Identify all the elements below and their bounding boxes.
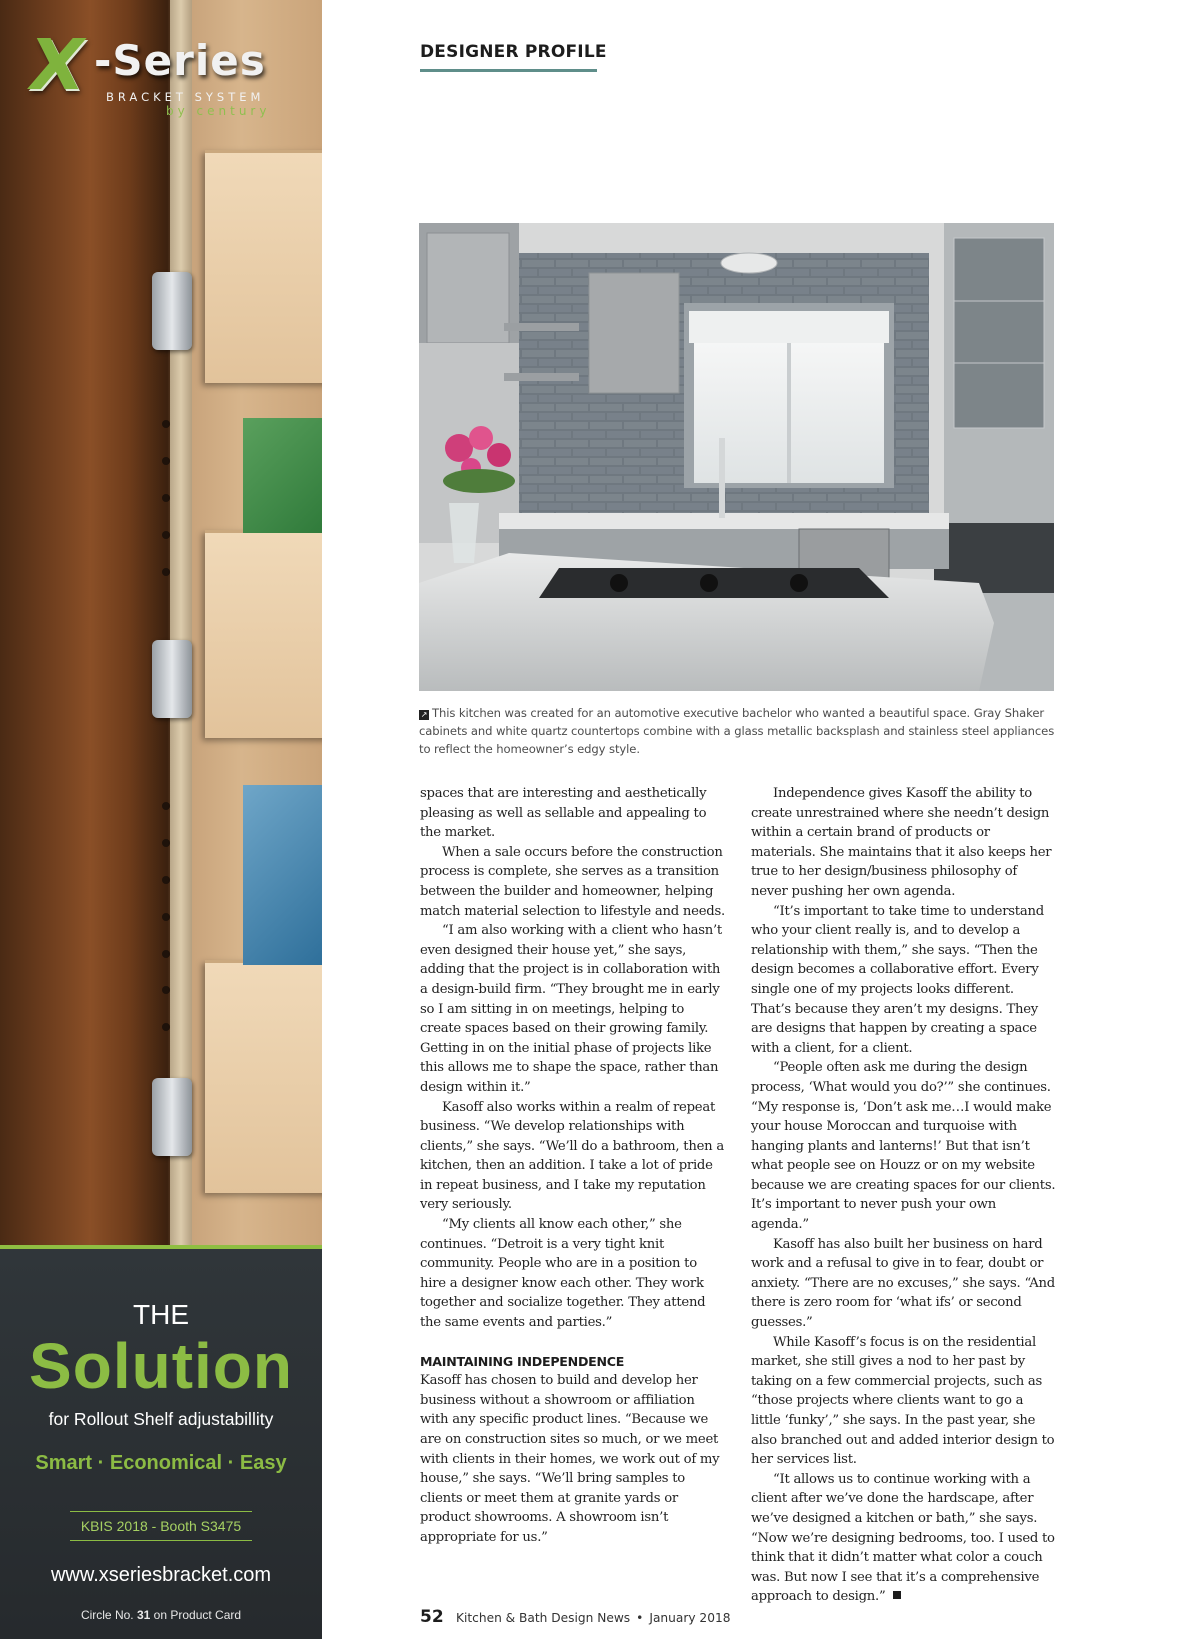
section-label: DESIGNER PROFILE bbox=[420, 42, 607, 62]
logo-series-wordmark: -Series bbox=[94, 36, 266, 85]
photo-caption-text: This kitchen was created for an automotive executive bachelor who wanted a beautiful space. Gray Shaker cabinets and white quartz countertops combine with a glass metallic backsplash and stainless steel appliances to reflect the homeowner’s edgy style. bbox=[419, 706, 1055, 756]
ad-rail-hole bbox=[162, 802, 170, 810]
article-paragraph: Independence gives Kasoff the ability to create unrestrained where she needn’t design within a certain brand of products or materials. She maintains that it also keeps her true to her design/business philosophy of never pushing her own agenda. bbox=[751, 786, 1052, 899]
ad-cabinet-rail bbox=[170, 0, 192, 1245]
ad-rail-hole bbox=[162, 950, 170, 958]
article-subhead: MAINTAINING INDEPENDENCE bbox=[420, 1353, 625, 1369]
article-paragraph: While Kasoff’s focus is on the residential market, she still gives a nod to her past by taking on a few commercial projects, such as “those projects where clients want to go a little ‘funky’,” she says. In the past year, she also branched out and added interior design to her services list. bbox=[751, 1334, 1055, 1468]
ad-green-box bbox=[243, 418, 322, 533]
photo-caption bbox=[419, 704, 1059, 758]
article-paragraph: When a sale occurs before the construction process is complete, she serves as a transition between the builder and homeowner, helping match material selection to lifestyle and needs. bbox=[420, 844, 725, 919]
ad-rail-hole bbox=[162, 1023, 170, 1031]
ad-rail-hole bbox=[162, 876, 170, 884]
end-of-article-mark bbox=[893, 1591, 901, 1599]
ad-blue-box bbox=[243, 785, 322, 965]
ad-rail-hole bbox=[162, 568, 170, 576]
x-series-logo bbox=[22, 24, 296, 120]
logo-x-mark: X bbox=[22, 24, 92, 106]
ad-drawer-photo bbox=[0, 0, 322, 1245]
ad-rail-hole bbox=[162, 457, 170, 465]
publication-name: Kitchen & Bath Design News bbox=[456, 1611, 631, 1625]
footer-separator: • bbox=[636, 1611, 644, 1625]
ad-rail-hole bbox=[162, 420, 170, 428]
ad-rail-hole bbox=[162, 839, 170, 847]
article-paragraph: Kasoff has chosen to build and develop her business without a showroom or affiliation with any specific product lines. “Because we are on construction sites so much, or we meet with clients in their homes, we work out of my house,” she says. “We’ll bring samples to clients or meet them at granite yards or product showrooms. A showroom isn’t appropriate for us.” bbox=[420, 1373, 720, 1545]
ad-rail-hole bbox=[162, 531, 170, 539]
article-paragraph: Kasoff has also built her business on hard work and a refusal to give in to fear, doubt or anxiety. “There are no excuses,” she says. “And there is zero room for ‘what ifs’ or second guesses.” bbox=[751, 1236, 1055, 1331]
ad-rail-hole bbox=[162, 913, 170, 921]
ad-drawer bbox=[205, 150, 322, 383]
issue-date: January 2018 bbox=[649, 1611, 731, 1625]
camera-marker-icon: ↗ bbox=[420, 710, 428, 719]
article-paragraph: “It’s important to take time to understand who your client really is, and to develop a relationship with them,” she says. “Then the design becomes a collaborative effort. Every single one of my projects looks different. That’s because they aren’t my designs. They are designs that happen by creating a space with a client, for a client. bbox=[751, 903, 1044, 1056]
article-paragraph: “I am also working with a client who hasn’t even designed their house yet,” she says, adding that the project is in collaboration with a design-build firm. “They brought me in early so I am sitting in on meetings, helping to create spaces based on their growing family. Getting in on the initial phase of projects like this allows me to shape the space, rather than design within it.” bbox=[420, 923, 722, 1095]
article-paragraph-final bbox=[751, 1470, 1056, 1607]
ad-headline-the: THE bbox=[133, 1299, 189, 1330]
ad-bracket bbox=[152, 1078, 192, 1156]
publication-line bbox=[456, 1611, 730, 1625]
kitchen-photo bbox=[419, 223, 1054, 691]
logo-by-century: by century bbox=[166, 104, 271, 118]
article-column-right bbox=[751, 784, 1056, 1607]
article-column-left bbox=[420, 784, 725, 1548]
ad-drawer bbox=[205, 960, 322, 1193]
page-number: 52 bbox=[420, 1607, 444, 1627]
article-final-text: “It allows us to continue working with a client after we’ve done the hardscape, after we’ve designed a kitchen or bath,” she says. “Now we’re designing bedrooms, too. I used to think that it didn’t matter what color a couch was. But now I see that it’s a comprehensive approach to design.” bbox=[751, 1471, 1055, 1605]
ad-website-link[interactable]: www.xseriesbracket.com bbox=[50, 1564, 272, 1586]
article-paragraph: Kasoff also works within a realm of repeat business. “We develop relationships with clients,” she says. “We’ll do a bathroom, then a kitchen, then an addition. I take a lot of pride in repeat business, and I take my reputation very seriously. bbox=[420, 1099, 724, 1213]
ad-message-panel bbox=[0, 1249, 322, 1639]
ad-circle-suffix: on Product Card bbox=[153, 1608, 242, 1622]
ad-circle-prefix: Circle No. bbox=[80, 1608, 134, 1622]
ad-headline-solution: Solution bbox=[29, 1330, 293, 1402]
article-paragraph: spaces that are interesting and aesthetically pleasing as well as sellable and appealing to the market. bbox=[420, 786, 707, 841]
ad-drawer bbox=[205, 530, 322, 738]
article-paragraph: “People often ask me during the design process, ‘What would you do?’” she continues. “My response is, ‘Don’t ask me…I would make your house Moroccan and turquoise with hanging plants and lanterns!’ But that isn’t what people see on Houzz or on my website because we are creating spaces for our clients. It’s important to never push your own agenda.” bbox=[751, 1060, 1056, 1233]
ad-booth-info: KBIS 2018 - Booth S3475 bbox=[70, 1511, 252, 1541]
ad-tagline: Smart · Economical · Easy bbox=[35, 1452, 287, 1474]
ad-bracket bbox=[152, 272, 192, 350]
ad-rail-hole bbox=[162, 494, 170, 502]
article-paragraph: “My clients all know each other,” she continues. “Detroit is a very tight knit community. People who are in a position to hire a designer know each other. They work together and socialize together. They attend the same events and parties.” bbox=[420, 1217, 706, 1331]
ad-reader-service bbox=[0, 1608, 322, 1622]
ad-bracket bbox=[152, 640, 192, 718]
section-rule bbox=[420, 69, 597, 72]
advertisement bbox=[0, 0, 322, 1639]
ad-circle-number: 31 bbox=[136, 1608, 151, 1622]
logo-bracket-system: BRACKET SYSTEM bbox=[106, 90, 265, 104]
ad-subhead: for Rollout Shelf adjustabillity bbox=[48, 1409, 274, 1429]
ad-rail-hole bbox=[162, 986, 170, 994]
